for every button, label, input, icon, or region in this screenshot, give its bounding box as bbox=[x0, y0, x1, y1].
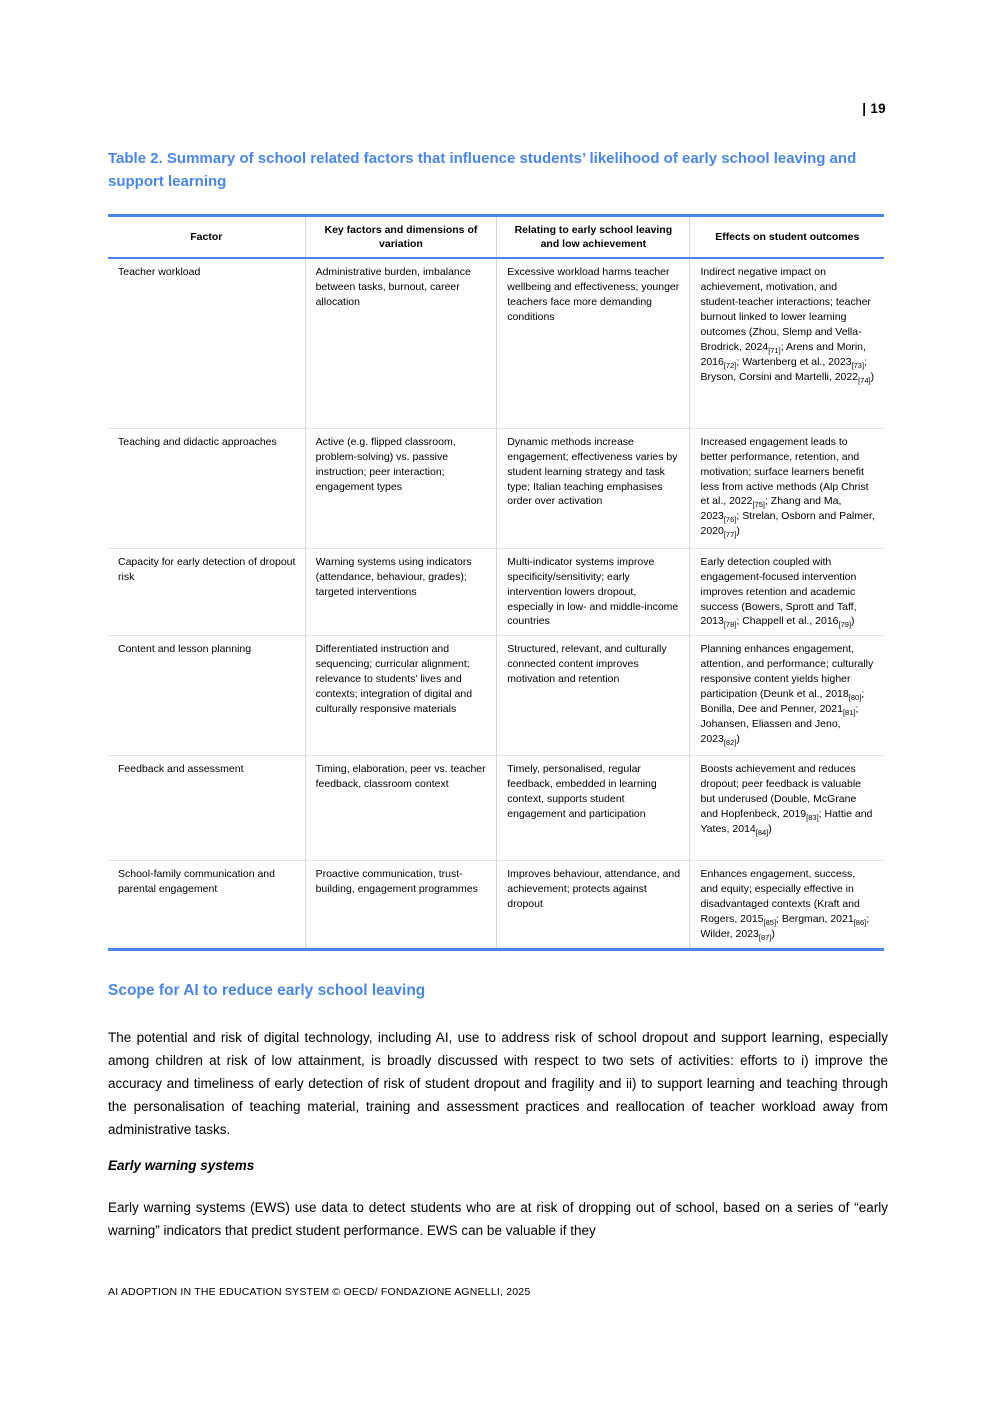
table-cell-effects: Enhances engagement, success, and equity; especially effective in disadvantaged contexts (Kraft and Rogers, $2015_{[85]}$; Bergman, $2021_{[86]}$; Wilder, $2023_{[87]}$) bbox=[690, 861, 884, 950]
column-header-key-factors: Key factors and dimensions of variation bbox=[305, 216, 497, 259]
scope-paragraph: The potential and risk of digital technology, including AI, use to address risk of school dropout and support learning, especially among children at risk of low attainment, is broadly discussed with respect to two sets of activities: efforts to i) improve the accuracy and timeliness of early detection of risk of student dropout and fragility and ii) to support learning and teaching through the personalisation of teaching material, training and assessment practices and reallocation of teacher workload away from administrative tasks. bbox=[108, 1030, 888, 1137]
table-cell-factor: Content and lesson planning bbox=[108, 636, 305, 756]
subheading-early-warning-systems: Early warning systems bbox=[108, 1158, 255, 1173]
table-cell-relating: Excessive workload harms teacher wellbeing and effectiveness; younger teachers face more demanding conditions bbox=[497, 258, 690, 428]
table-cell-relating: Improves behaviour, attendance, and achievement; protects against dropout bbox=[497, 861, 690, 950]
table-row bbox=[108, 636, 884, 756]
table-title: Table 2. Summary of school related factors that influence students’ likelihood of early school leaving and support learning bbox=[108, 150, 857, 190]
page-number: | 19 bbox=[862, 101, 886, 116]
page-footer: AI ADOPTION IN THE EDUCATION SYSTEM © OECD/ FONDAZIONE AGNELLI, 2025 bbox=[108, 1286, 531, 1298]
table-row bbox=[108, 428, 884, 548]
table-cell-relating: Structured, relevant, and culturally connected content improves motivation and retention bbox=[497, 636, 690, 756]
table-cell-factor: Teaching and didactic approaches bbox=[108, 428, 305, 548]
section-heading-scope: Scope for AI to reduce early school leaving bbox=[108, 982, 426, 999]
table-cell-effects: Boosts achievement and reduces dropout; peer feedback is valuable but underused (Double, McGrane and Hopfenbeck, $2019_{[83]}$; Hattie and Yates, $2014_{[84]}$) bbox=[690, 756, 884, 861]
table-cell-key-factors: Warning systems using indicators (attendance, behaviour, grades); targeted interventions bbox=[305, 548, 497, 636]
table-cell-relating: Dynamic methods increase engagement; effectiveness varies by student learning strategy and task type; Italian teaching emphasises order over activation bbox=[497, 428, 690, 548]
table-cell-key-factors: Active (e.g. flipped classroom, problem-solving) vs. passive instruction; peer interaction; engagement types bbox=[305, 428, 497, 548]
school-factors-table bbox=[108, 214, 884, 951]
ews-paragraph: Early warning systems (EWS) use data to detect students who are at risk of dropping out of school, based on a series of “early warning” indicators that predict student performance. EWS can be valuable if they bbox=[108, 1200, 888, 1238]
table-cell-key-factors: Administrative burden, imbalance between tasks, burnout, career allocation bbox=[305, 258, 497, 428]
table-cell-key-factors: Timing, elaboration, peer vs. teacher feedback, classroom context bbox=[305, 756, 497, 861]
table-cell-effects: Early detection coupled with engagement-focused intervention improves retention and academic success (Bowers, Sprott and Taff, $2013_{[78]}$; Chappell et al., $2016_{[79]}$) bbox=[690, 548, 884, 636]
table-row bbox=[108, 548, 884, 636]
table-cell-relating: Timely, personalised, regular feedback, embedded in learning context, supports student engagement and participation bbox=[497, 756, 690, 861]
table-cell-key-factors: Differentiated instruction and sequencing; curricular alignment; relevance to students’ lives and contexts; integration of digital and culturally responsive materials bbox=[305, 636, 497, 756]
table-cell-effects: Planning enhances engagement, attention, and performance; culturally responsive content yields higher participation (Deunk et al., $2018_{[80]}$; Bonilla, Dee and Penner, $2021_{[81]}$; Johansen, Eliassen and Jeno, $2023_{[82]}$) bbox=[690, 636, 884, 756]
table-cell-relating: Multi-indicator systems improve specificity/sensitivity; early intervention lowers dropout, especially in low- and middle-income countries bbox=[497, 548, 690, 636]
table-cell-factor: School-family communication and parental engagement bbox=[108, 861, 305, 950]
table-cell-factor: Capacity for early detection of dropout risk bbox=[108, 548, 305, 636]
table-row bbox=[108, 861, 884, 950]
table-row bbox=[108, 258, 884, 428]
column-header-effects: Effects on student outcomes bbox=[690, 216, 884, 259]
table-cell-factor: Teacher workload bbox=[118, 266, 201, 279]
table-header-row bbox=[108, 216, 884, 259]
table-cell-key-factors: Proactive communication, trust-building, engagement programmes bbox=[305, 861, 497, 950]
table-row bbox=[108, 756, 884, 861]
table-cell-effects: Indirect negative impact on achievement, motivation, and student-teacher interactions; teacher burnout linked to lower learning outcomes (Zhou, Slemp and Vella-Brodrick, $2024_{[71]}$; Arens and Morin, $2016_{[72]}$; Wartenberg et al., $2023_{[73]}$; Bryson, Corsini and Martelli, $2022_{[74]}$) bbox=[690, 258, 884, 428]
column-header-relating: Relating to early school leaving and low achievement bbox=[497, 216, 690, 259]
column-header-factor: Factor bbox=[108, 216, 305, 259]
table-cell-effects: Increased engagement leads to better performance, retention, and motivation; surface learners benefit less from active methods (Alp Christ et al., $2022_{[75]}$; Zhang and Ma, $2023_{[76]}$; Strelan, Osborn and Palmer, $2020_{[77]}$) bbox=[690, 428, 884, 548]
table-cell-factor: Feedback and assessment bbox=[108, 756, 305, 861]
